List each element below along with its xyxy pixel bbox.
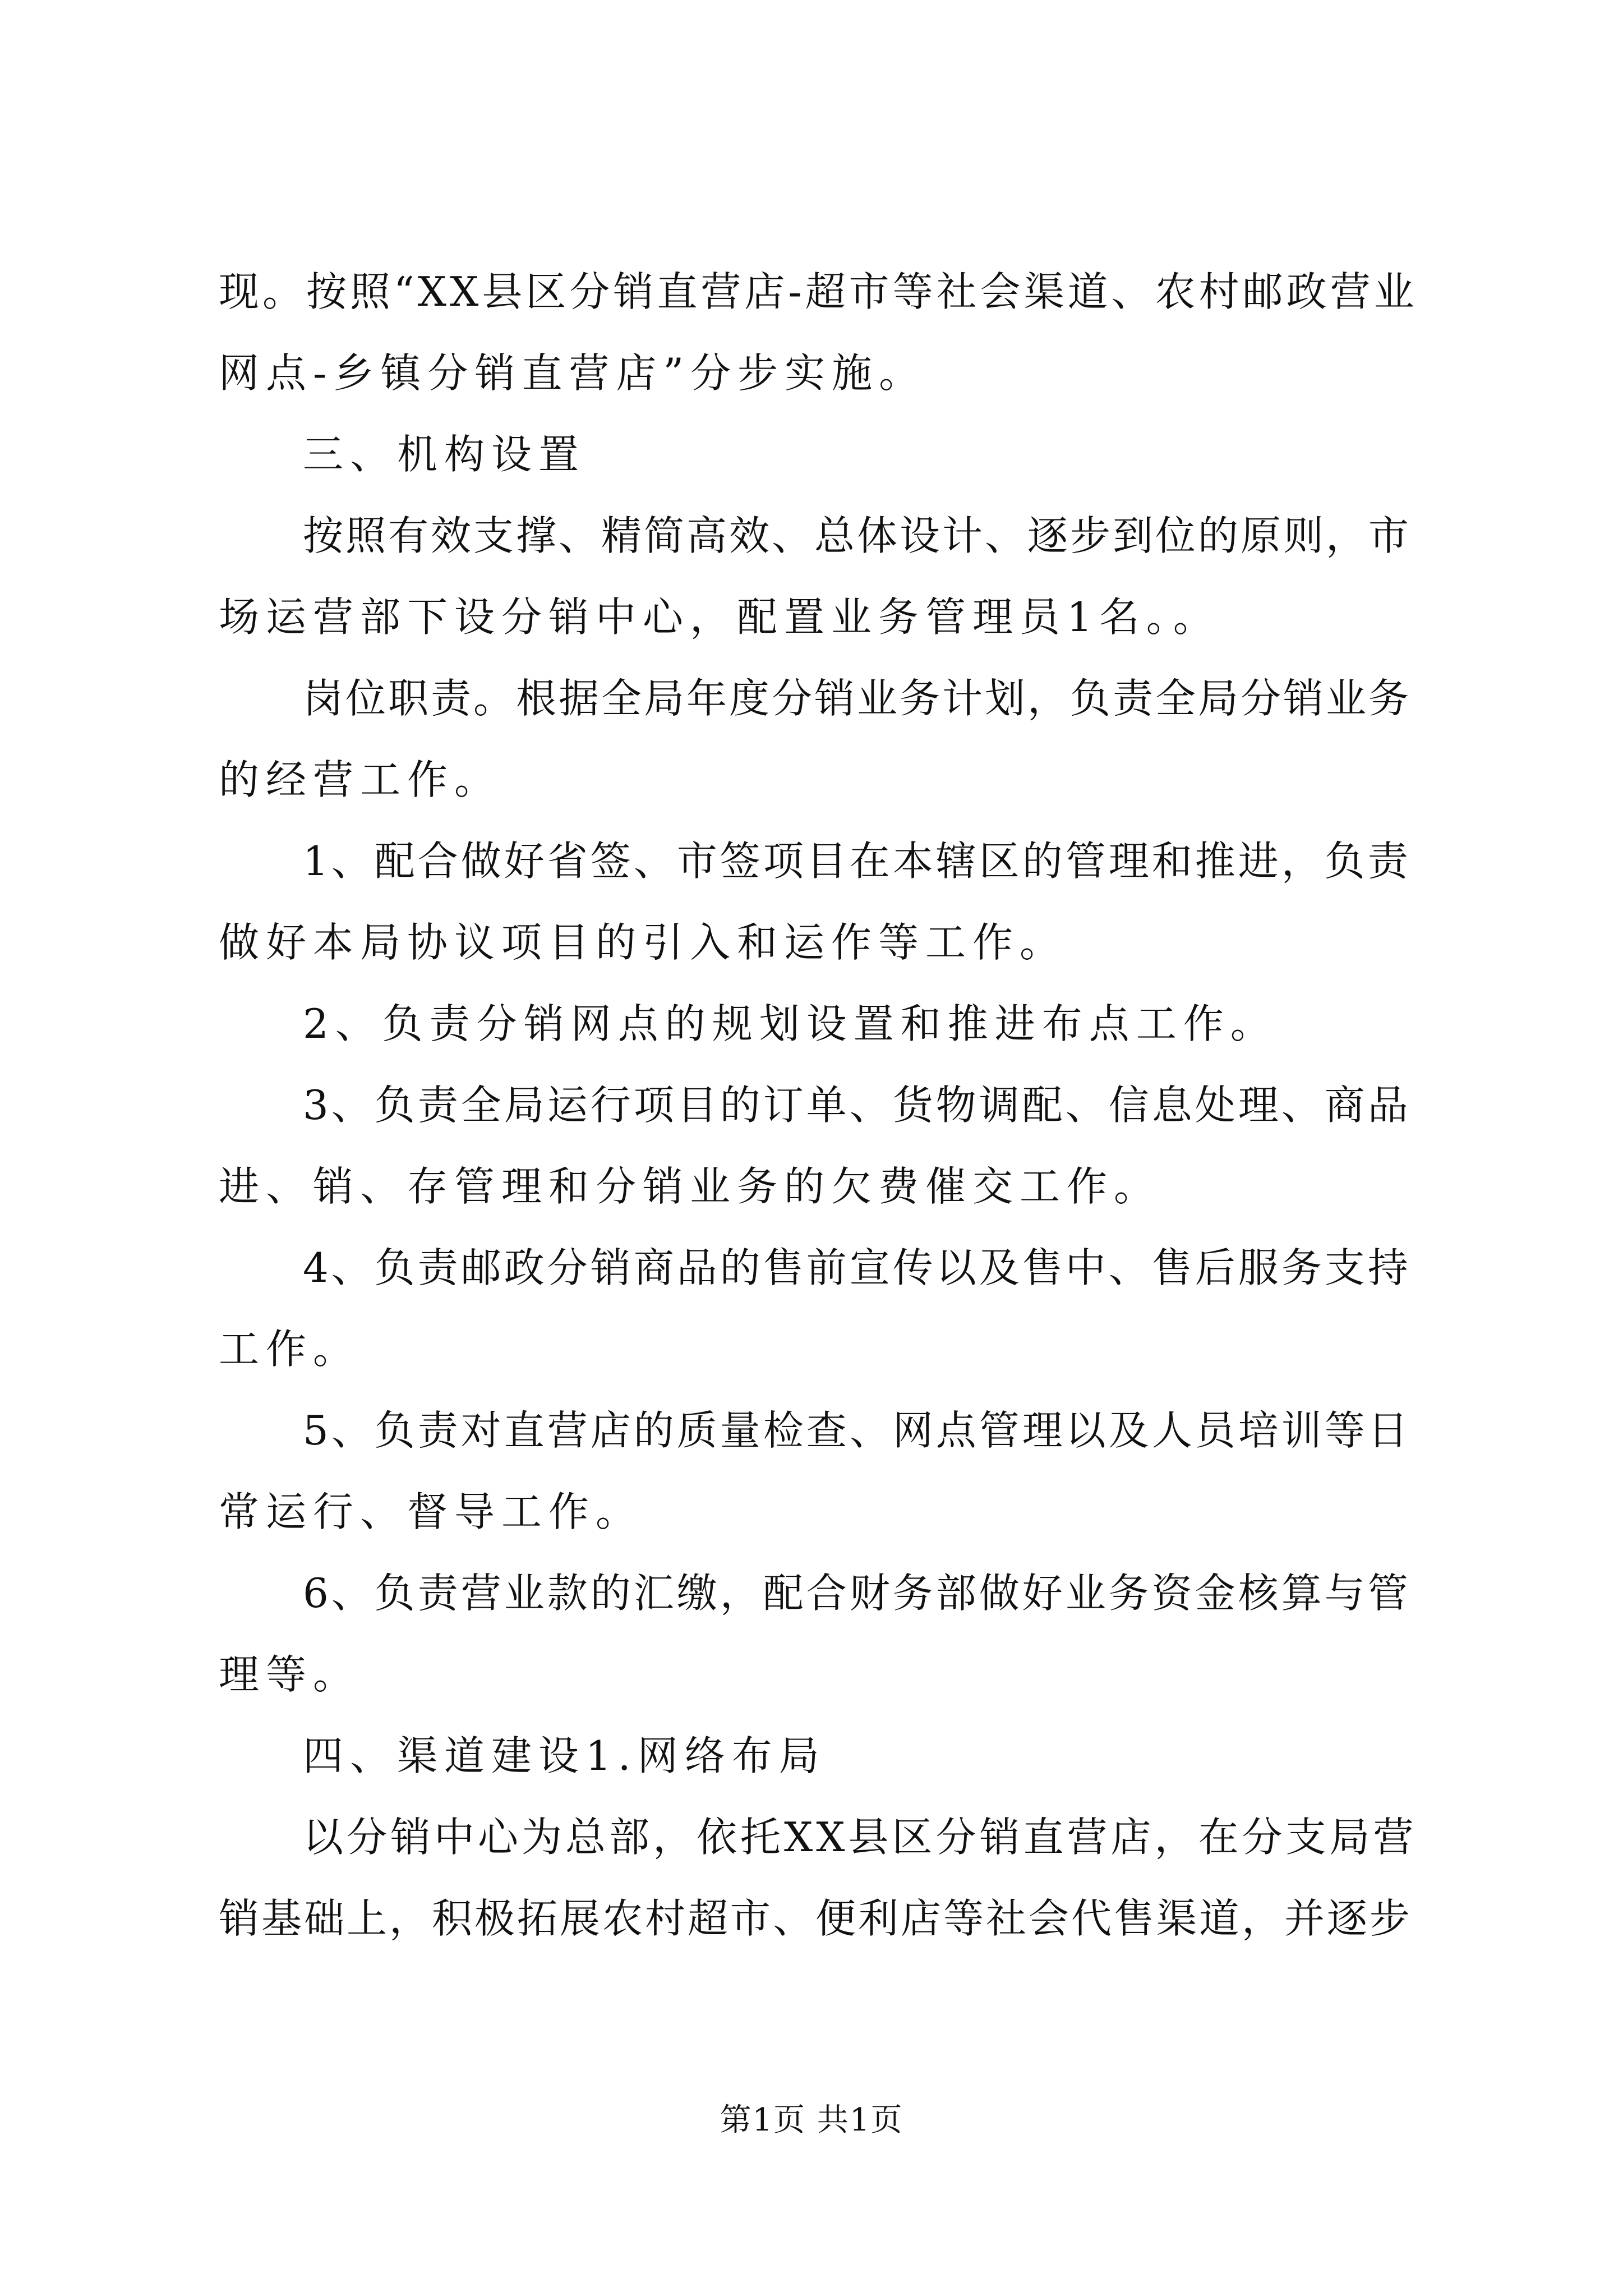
text-line: 进、销、存管理和分销业务的欠费催交工作。 — [219, 1163, 1161, 1210]
list-item: 2、负责分销网点的规划设置和推进布点工作。 — [303, 1000, 1278, 1047]
text-line: 常运行、督导工作。 — [219, 1488, 643, 1535]
text-line: 做好本局协议项目的引入和运作等工作。 — [219, 919, 1067, 966]
text-line: 工作。 — [219, 1326, 361, 1373]
text-line: 现。按照“XX县区分销直营店-超市等社会渠道、农村邮政营业 — [219, 268, 1418, 315]
page-footer: 第1页 共1页 — [720, 2102, 903, 2138]
list-item: 1、配合做好省签、市签项目在本辖区的管理和推进，负责 — [303, 838, 1411, 885]
list-item: 3、负责全局运行项目的订单、货物调配、信息处理、商品 — [303, 1082, 1411, 1129]
text-line: 以分销中心为总部，依托XX县区分销直营店，在分支局营 — [303, 1814, 1417, 1861]
text-line: 的经营工作。 — [219, 756, 502, 803]
text-line: 网点-乡镇分销直营店”分步实施。 — [219, 349, 926, 397]
list-item: 5、负责对直营店的质量检查、网点管理以及人员培训等日 — [303, 1407, 1411, 1454]
text-line: 按照有效支撑、精简高效、总体设计、逐步到位的原则，市 — [303, 512, 1412, 559]
section-heading: 三、机构设置 — [303, 431, 586, 478]
text-line: 场运营部下设分销中心，配置业务管理员1名。。 — [219, 593, 1220, 641]
section-heading: 四、渠道建设1.网络布局 — [303, 1732, 826, 1779]
list-item: 4、负责邮政分销商品的售前宣传以及售中、售后服务支持 — [303, 1244, 1411, 1291]
text-line: 销基础上，积极拓展农村超市、便利店等社会代售渠道，并逐步 — [219, 1895, 1413, 1942]
text-line: 岗位职责。根据全局年度分销业务计划，负责全局分销业务 — [303, 675, 1412, 722]
text-line: 理等。 — [219, 1651, 361, 1698]
list-item: 6、负责营业款的汇缴，配合财务部做好业务资金核算与管 — [303, 1570, 1411, 1617]
